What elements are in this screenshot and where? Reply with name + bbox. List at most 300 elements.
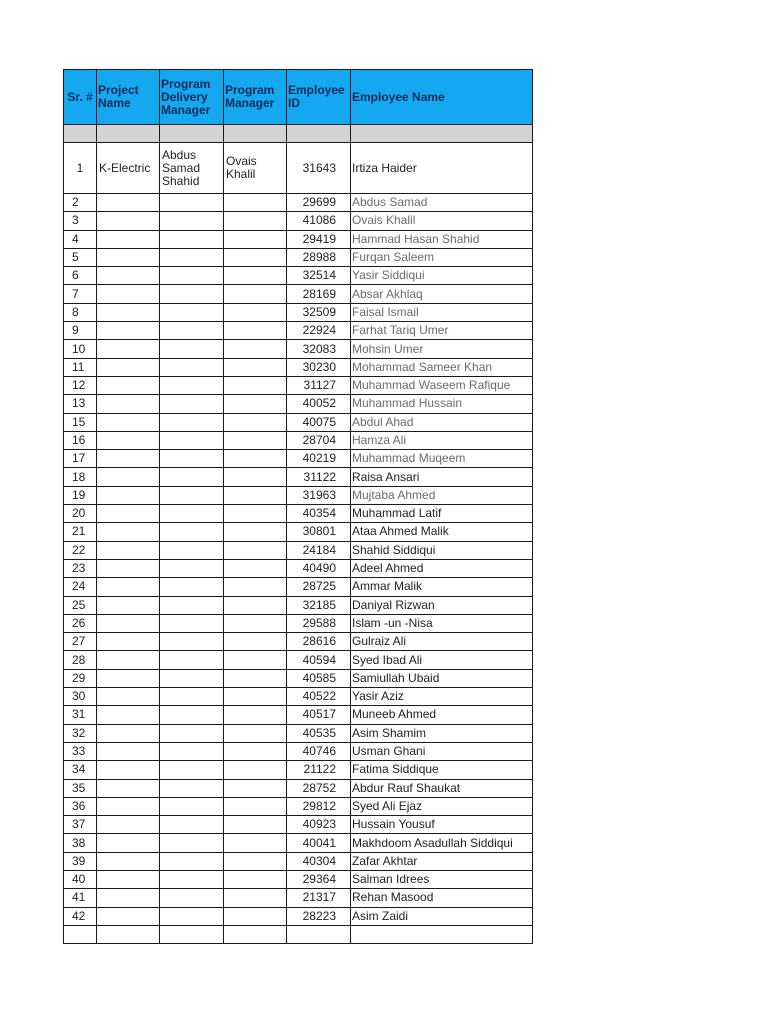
- sr-cell: 4: [64, 230, 97, 248]
- sr-cell: 21: [64, 523, 97, 541]
- project-name-cell: [97, 724, 160, 742]
- sr-cell: 28: [64, 651, 97, 669]
- sr-cell: 6: [64, 267, 97, 285]
- table-row: [64, 285, 533, 303]
- program-manager-cell: [224, 376, 287, 394]
- table-row: [64, 248, 533, 266]
- sr-cell: 24: [64, 578, 97, 596]
- program-manager-cell: [224, 358, 287, 376]
- employee-name-cell: Hussain Yousuf: [351, 816, 533, 834]
- project-name-cell: [97, 450, 160, 468]
- employee-name-cell: Ammar Malik: [351, 578, 533, 596]
- empty-cell: [97, 125, 160, 143]
- table-row: [64, 870, 533, 888]
- project-name-cell: [97, 706, 160, 724]
- project-name-cell: [97, 340, 160, 358]
- table-row: [64, 688, 533, 706]
- employee-name-cell: Muhammad Muqeem: [351, 450, 533, 468]
- employee-name-cell: Ataa Ahmed Malik: [351, 523, 533, 541]
- employee-id-cell: 40746: [287, 742, 351, 760]
- employee-id-cell: 30801: [287, 523, 351, 541]
- table-row: [64, 431, 533, 449]
- project-name-cell: [97, 212, 160, 230]
- program-manager-cell: [224, 340, 287, 358]
- program-delivery-manager-cell: [160, 907, 224, 925]
- program-manager-cell: [224, 797, 287, 815]
- program-manager-cell: [224, 907, 287, 925]
- program-manager-cell: [224, 468, 287, 486]
- project-name-cell: [97, 578, 160, 596]
- employee-name-cell: Muhammad Waseem Rafique: [351, 376, 533, 394]
- header-employee-name: Employee Name: [351, 70, 533, 125]
- employee-id-cell: 40052: [287, 395, 351, 413]
- employee-id-cell: 21317: [287, 889, 351, 907]
- table-row: [64, 797, 533, 815]
- employee-name-cell: Mohammad Sameer Khan: [351, 358, 533, 376]
- project-name-cell: [97, 523, 160, 541]
- program-delivery-manager-cell: [160, 852, 224, 870]
- project-name-cell: [97, 468, 160, 486]
- sr-cell: 16: [64, 431, 97, 449]
- employee-name-cell: Muhammad Hussain: [351, 395, 533, 413]
- program-delivery-manager-cell: [160, 797, 224, 815]
- project-name-cell: [97, 248, 160, 266]
- program-manager-cell: [224, 413, 287, 431]
- employee-name-cell: Irtiza Haider: [351, 143, 533, 194]
- sr-cell: 37: [64, 816, 97, 834]
- table-row: [64, 413, 533, 431]
- employee-id-cell: 32514: [287, 267, 351, 285]
- employee-id-cell: 29364: [287, 870, 351, 888]
- program-manager-cell: [224, 779, 287, 797]
- employee-name-cell: Farhat Tariq Umer: [351, 322, 533, 340]
- header-row: [64, 70, 533, 125]
- employee-id-cell: 40522: [287, 688, 351, 706]
- empty-cell: [351, 925, 533, 943]
- table-row: [64, 303, 533, 321]
- sr-cell: 36: [64, 797, 97, 815]
- sr-cell: 3: [64, 212, 97, 230]
- employee-name-cell: Asim Shamim: [351, 724, 533, 742]
- program-delivery-manager-cell: [160, 651, 224, 669]
- program-manager-cell: [224, 834, 287, 852]
- table-row: [64, 559, 533, 577]
- employee-name-cell: Abdur Rauf Shaukat: [351, 779, 533, 797]
- employee-id-cell: 40354: [287, 505, 351, 523]
- employee-id-cell: 40075: [287, 413, 351, 431]
- table-row: [64, 486, 533, 504]
- employee-id-cell: 30230: [287, 358, 351, 376]
- program-delivery-manager-cell: [160, 486, 224, 504]
- employee-id-cell: 28616: [287, 633, 351, 651]
- employee-name-cell: Usman Ghani: [351, 742, 533, 760]
- employee-name-cell: Abdul Ahad: [351, 413, 533, 431]
- table-row: [64, 358, 533, 376]
- employee-id-cell: 40923: [287, 816, 351, 834]
- empty-cell: [64, 125, 97, 143]
- project-name-cell: [97, 834, 160, 852]
- employee-name-cell: Mohsin Umer: [351, 340, 533, 358]
- employee-id-cell: 40585: [287, 669, 351, 687]
- program-delivery-manager-cell: [160, 578, 224, 596]
- employee-name-cell: Islam -un -Nisa: [351, 614, 533, 632]
- program-delivery-manager-cell: [160, 431, 224, 449]
- sr-cell: 23: [64, 559, 97, 577]
- employee-name-cell: Daniyal Rizwan: [351, 596, 533, 614]
- project-name-cell: [97, 267, 160, 285]
- program-manager-cell: [224, 194, 287, 212]
- program-delivery-manager-cell: [160, 450, 224, 468]
- program-manager-cell: [224, 212, 287, 230]
- employee-id-cell: 29812: [287, 797, 351, 815]
- table-row: [64, 468, 533, 486]
- program-delivery-manager-cell: [160, 779, 224, 797]
- header-sr: Sr. #: [64, 70, 97, 125]
- program-delivery-manager-cell: [160, 285, 224, 303]
- program-manager-cell: [224, 285, 287, 303]
- employee-name-cell: Furqan Saleem: [351, 248, 533, 266]
- employee-name-cell: Raisa Ansari: [351, 468, 533, 486]
- program-manager-cell: [224, 688, 287, 706]
- program-delivery-manager-cell: [160, 248, 224, 266]
- table-row: [64, 505, 533, 523]
- sr-cell: 29: [64, 669, 97, 687]
- project-name-cell: [97, 742, 160, 760]
- project-name-cell: K-Electric: [97, 143, 160, 194]
- program-delivery-manager-cell: Abdus Samad Shahid: [160, 143, 224, 194]
- employee-name-cell: Samiullah Ubaid: [351, 669, 533, 687]
- program-delivery-manager-cell: [160, 413, 224, 431]
- employee-id-cell: 24184: [287, 541, 351, 559]
- program-manager-cell: [224, 614, 287, 632]
- employee-id-cell: 29588: [287, 614, 351, 632]
- project-name-cell: [97, 541, 160, 559]
- sr-cell: 9: [64, 322, 97, 340]
- program-manager-cell: [224, 395, 287, 413]
- empty-cell: [224, 925, 287, 943]
- sr-cell: 1: [64, 143, 97, 194]
- program-delivery-manager-cell: [160, 303, 224, 321]
- table-row: [64, 523, 533, 541]
- sr-cell: 18: [64, 468, 97, 486]
- employee-name-cell: Muhammad Latif: [351, 505, 533, 523]
- employee-id-cell: 40517: [287, 706, 351, 724]
- employee-id-cell: 31122: [287, 468, 351, 486]
- table-row: [64, 376, 533, 394]
- header-program-manager: Program Manager: [224, 70, 287, 125]
- program-delivery-manager-cell: [160, 230, 224, 248]
- program-manager-cell: [224, 486, 287, 504]
- employee-name-cell: Hamza Ali: [351, 431, 533, 449]
- empty-gray-row: [64, 125, 533, 143]
- employee-id-cell: 32083: [287, 340, 351, 358]
- employee-id-cell: 31127: [287, 376, 351, 394]
- sr-cell: 10: [64, 340, 97, 358]
- program-manager-cell: [224, 267, 287, 285]
- program-delivery-manager-cell: [160, 322, 224, 340]
- employee-id-cell: 31963: [287, 486, 351, 504]
- employee-id-cell: 22924: [287, 322, 351, 340]
- project-name-cell: [97, 779, 160, 797]
- project-name-cell: [97, 633, 160, 651]
- program-manager-cell: Ovais Khalil: [224, 143, 287, 194]
- project-name-cell: [97, 505, 160, 523]
- project-name-cell: [97, 614, 160, 632]
- program-delivery-manager-cell: [160, 468, 224, 486]
- sr-cell: 38: [64, 834, 97, 852]
- employee-name-cell: Fatima Siddique: [351, 761, 533, 779]
- sr-cell: 31: [64, 706, 97, 724]
- project-name-cell: [97, 688, 160, 706]
- employee-id-cell: 28752: [287, 779, 351, 797]
- table-row: [64, 633, 533, 651]
- table-row: [64, 816, 533, 834]
- sr-cell: 40: [64, 870, 97, 888]
- sr-cell: 26: [64, 614, 97, 632]
- sr-cell: 34: [64, 761, 97, 779]
- employee-id-cell: 29699: [287, 194, 351, 212]
- table-row: [64, 614, 533, 632]
- program-manager-cell: [224, 633, 287, 651]
- header-employee-id: Employee ID: [287, 70, 351, 125]
- employee-id-cell: 41086: [287, 212, 351, 230]
- program-manager-cell: [224, 523, 287, 541]
- employee-name-cell: Syed Ali Ejaz: [351, 797, 533, 815]
- program-delivery-manager-cell: [160, 724, 224, 742]
- project-name-cell: [97, 761, 160, 779]
- sr-cell: 8: [64, 303, 97, 321]
- employee-table: [63, 69, 533, 944]
- empty-cell: [287, 925, 351, 943]
- table-row: [64, 724, 533, 742]
- program-delivery-manager-cell: [160, 267, 224, 285]
- table-row: [64, 212, 533, 230]
- employee-name-cell: Asim Zaidi: [351, 907, 533, 925]
- employee-name-cell: Yasir Siddiqui: [351, 267, 533, 285]
- sr-cell: 30: [64, 688, 97, 706]
- employee-name-cell: Syed Ibad Ali: [351, 651, 533, 669]
- project-name-cell: [97, 907, 160, 925]
- program-manager-cell: [224, 450, 287, 468]
- sr-cell: 41: [64, 889, 97, 907]
- project-name-cell: [97, 852, 160, 870]
- table-row: [64, 194, 533, 212]
- empty-cell: [64, 925, 97, 943]
- employee-id-cell: 40535: [287, 724, 351, 742]
- table-row: [64, 889, 533, 907]
- employee-name-cell: Faisal Ismail: [351, 303, 533, 321]
- employee-id-cell: 28704: [287, 431, 351, 449]
- program-delivery-manager-cell: [160, 194, 224, 212]
- empty-row: [64, 925, 533, 943]
- table-row: [64, 651, 533, 669]
- program-manager-cell: [224, 322, 287, 340]
- program-manager-cell: [224, 559, 287, 577]
- employee-name-cell: Makhdoom Asadullah Siddiqui: [351, 834, 533, 852]
- sr-cell: 20: [64, 505, 97, 523]
- program-manager-cell: [224, 669, 287, 687]
- table-row: [64, 706, 533, 724]
- program-delivery-manager-cell: [160, 706, 224, 724]
- program-manager-cell: [224, 724, 287, 742]
- sr-cell: 22: [64, 541, 97, 559]
- employee-name-cell: Mujtaba Ahmed: [351, 486, 533, 504]
- project-name-cell: [97, 395, 160, 413]
- program-manager-cell: [224, 706, 287, 724]
- employee-name-cell: Hammad Hasan Shahid: [351, 230, 533, 248]
- employee-name-cell: Shahid Siddiqui: [351, 541, 533, 559]
- sr-cell: 27: [64, 633, 97, 651]
- sr-cell: 32: [64, 724, 97, 742]
- project-name-cell: [97, 870, 160, 888]
- employee-id-cell: 29419: [287, 230, 351, 248]
- table-row: [64, 907, 533, 925]
- sr-cell: 33: [64, 742, 97, 760]
- sr-cell: 5: [64, 248, 97, 266]
- employee-id-cell: 31643: [287, 143, 351, 194]
- sr-cell: 12: [64, 376, 97, 394]
- employee-id-cell: 32185: [287, 596, 351, 614]
- empty-cell: [160, 925, 224, 943]
- project-name-cell: [97, 889, 160, 907]
- table-row: [64, 852, 533, 870]
- program-manager-cell: [224, 596, 287, 614]
- employee-name-cell: Rehan Masood: [351, 889, 533, 907]
- employee-id-cell: 40304: [287, 852, 351, 870]
- program-delivery-manager-cell: [160, 358, 224, 376]
- project-name-cell: [97, 651, 160, 669]
- header-program-delivery-manager: Program Delivery Manager: [160, 70, 224, 125]
- project-name-cell: [97, 669, 160, 687]
- program-delivery-manager-cell: [160, 761, 224, 779]
- program-manager-cell: [224, 303, 287, 321]
- sr-cell: 25: [64, 596, 97, 614]
- program-delivery-manager-cell: [160, 340, 224, 358]
- program-delivery-manager-cell: [160, 669, 224, 687]
- employee-id-cell: 28169: [287, 285, 351, 303]
- project-name-cell: [97, 358, 160, 376]
- project-name-cell: [97, 596, 160, 614]
- empty-cell: [224, 125, 287, 143]
- employee-name-cell: Salman Idrees: [351, 870, 533, 888]
- sr-cell: 13: [64, 395, 97, 413]
- employee-name-cell: Zafar Akhtar: [351, 852, 533, 870]
- program-delivery-manager-cell: [160, 834, 224, 852]
- program-delivery-manager-cell: [160, 559, 224, 577]
- table-row: [64, 230, 533, 248]
- project-name-cell: [97, 559, 160, 577]
- table-row: [64, 779, 533, 797]
- sr-cell: 15: [64, 413, 97, 431]
- program-delivery-manager-cell: [160, 614, 224, 632]
- table-row: [64, 340, 533, 358]
- employee-id-cell: 40219: [287, 450, 351, 468]
- program-delivery-manager-cell: [160, 523, 224, 541]
- employee-name-cell: Yasir Aziz: [351, 688, 533, 706]
- table-row: [64, 322, 533, 340]
- program-delivery-manager-cell: [160, 395, 224, 413]
- project-name-cell: [97, 194, 160, 212]
- sr-cell: 19: [64, 486, 97, 504]
- table-row: [64, 742, 533, 760]
- sr-cell: 2: [64, 194, 97, 212]
- table-row: [64, 834, 533, 852]
- employee-id-cell: 40490: [287, 559, 351, 577]
- program-delivery-manager-cell: [160, 870, 224, 888]
- program-delivery-manager-cell: [160, 688, 224, 706]
- program-manager-cell: [224, 505, 287, 523]
- employee-id-cell: 40594: [287, 651, 351, 669]
- employee-name-cell: Adeel Ahmed: [351, 559, 533, 577]
- employee-id-cell: 40041: [287, 834, 351, 852]
- project-name-cell: [97, 413, 160, 431]
- employee-id-cell: 28725: [287, 578, 351, 596]
- employee-name-cell: Gulraiz Ali: [351, 633, 533, 651]
- table-row: [64, 669, 533, 687]
- table-row: [64, 143, 533, 194]
- program-manager-cell: [224, 230, 287, 248]
- table-row: [64, 541, 533, 559]
- project-name-cell: [97, 230, 160, 248]
- program-manager-cell: [224, 742, 287, 760]
- employee-name-cell: Ovais Khalil: [351, 212, 533, 230]
- sr-cell: 11: [64, 358, 97, 376]
- project-name-cell: [97, 797, 160, 815]
- project-name-cell: [97, 431, 160, 449]
- employee-name-cell: Absar Akhlaq: [351, 285, 533, 303]
- sr-cell: 17: [64, 450, 97, 468]
- table-row: [64, 578, 533, 596]
- program-manager-cell: [224, 889, 287, 907]
- sr-cell: 7: [64, 285, 97, 303]
- table-row: [64, 450, 533, 468]
- employee-name-cell: Abdus Samad: [351, 194, 533, 212]
- program-delivery-manager-cell: [160, 505, 224, 523]
- employee-id-cell: 21122: [287, 761, 351, 779]
- sr-cell: 35: [64, 779, 97, 797]
- program-manager-cell: [224, 431, 287, 449]
- program-manager-cell: [224, 248, 287, 266]
- project-name-cell: [97, 322, 160, 340]
- program-delivery-manager-cell: [160, 212, 224, 230]
- table-row: [64, 761, 533, 779]
- sr-cell: 39: [64, 852, 97, 870]
- project-name-cell: [97, 376, 160, 394]
- employee-id-cell: 28988: [287, 248, 351, 266]
- table-body: [64, 125, 533, 944]
- project-name-cell: [97, 486, 160, 504]
- table-row: [64, 596, 533, 614]
- program-delivery-manager-cell: [160, 376, 224, 394]
- employee-id-cell: 28223: [287, 907, 351, 925]
- empty-cell: [287, 125, 351, 143]
- table-row: [64, 267, 533, 285]
- program-delivery-manager-cell: [160, 541, 224, 559]
- project-name-cell: [97, 816, 160, 834]
- program-manager-cell: [224, 578, 287, 596]
- program-manager-cell: [224, 761, 287, 779]
- project-name-cell: [97, 303, 160, 321]
- table-row: [64, 395, 533, 413]
- sr-cell: 42: [64, 907, 97, 925]
- empty-cell: [351, 125, 533, 143]
- employee-id-cell: 32509: [287, 303, 351, 321]
- program-delivery-manager-cell: [160, 816, 224, 834]
- program-delivery-manager-cell: [160, 742, 224, 760]
- program-manager-cell: [224, 651, 287, 669]
- program-manager-cell: [224, 816, 287, 834]
- empty-cell: [160, 125, 224, 143]
